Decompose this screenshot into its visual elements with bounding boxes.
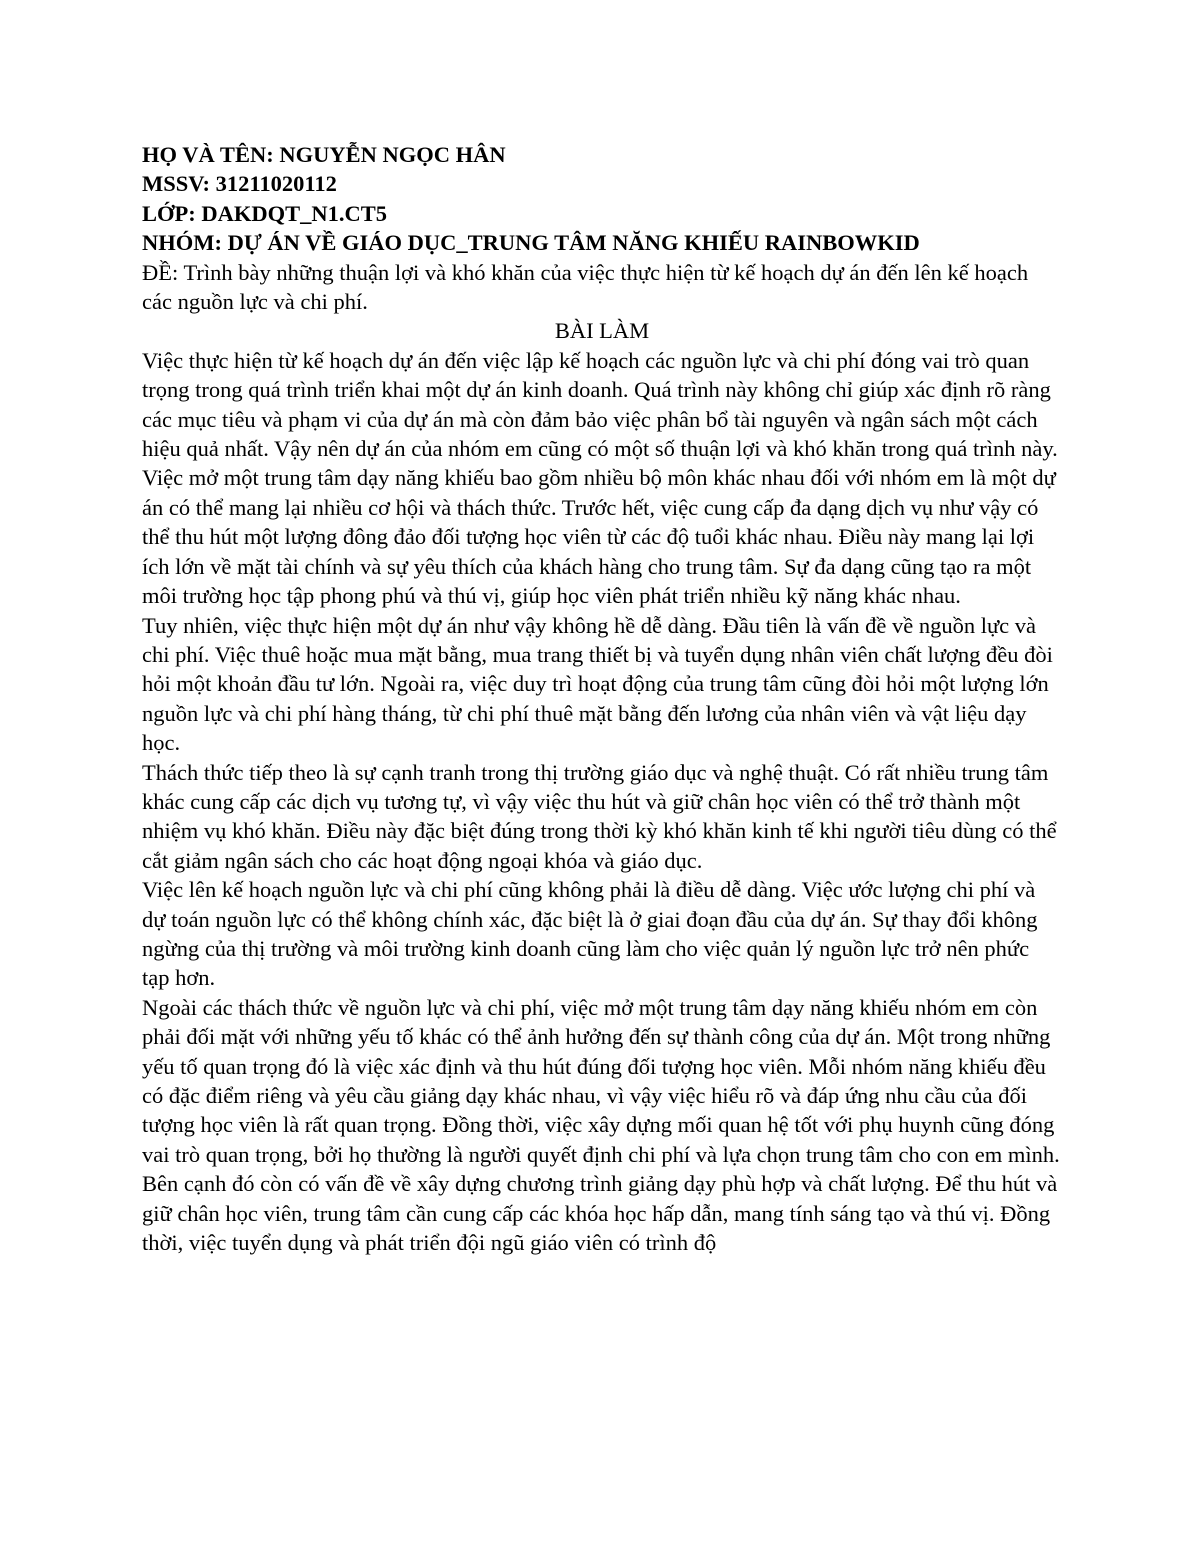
section-title: BÀI LÀM bbox=[554, 318, 650, 344]
body-paragraph-3: Tuy nhiên, việc thực hiện một dự án như vậy không hề dễ dàng. Đầu tiên là vấn đề về nguồn lực và chi phí. Việc thuê hoặc mua mặt bằng, mua trang thiết bị và tuyển dụng nhân viên chất lượng đều đòi hỏi một khoản đầu tư lớn. Ngoài ra, việc duy trì hoạt động của trung tâm cũng đòi hỏi một lượng lớn nguồn lực và chi phí hàng tháng, từ chi phí thuê mặt bằng đến lương của nhân viên và vật liệu dạy học. bbox=[142, 612, 1053, 756]
document-page bbox=[142, 140, 1062, 1257]
group-name: NHÓM: DỰ ÁN VỀ GIÁO DỤC_TRUNG TÂM NĂNG KHIẾU RAINBOWKID bbox=[142, 230, 920, 256]
body-paragraph-5: Việc lên kế hoạch nguồn lực và chi phí cũng không phải là điều dễ dàng. Việc ước lượng chi phí và dự toán nguồn lực có thể không chính xác, đặc biệt là ở giai đoạn đầu của dự án. Sự thay đổi không ngừng của thị trường và môi trường kinh doanh cũng làm cho việc quản lý nguồn lực trở nên phức tạp hơn. bbox=[142, 877, 1038, 991]
student-name: HỌ VÀ TÊN: NGUYỄN NGỌC HÂN bbox=[142, 142, 506, 167]
class-name: LỚP: DAKDQT_N1.CT5 bbox=[142, 200, 388, 226]
body-paragraph-4: Thách thức tiếp theo là sự cạnh tranh trong thị trường giáo dục và nghệ thuật. Có rất nhiều trung tâm khác cung cấp các dịch vụ tương tự, vì vậy việc thu hút và giữ chân học viên có thể trở thành một nhiệm vụ khó khăn. Điều này đặc biệt đúng trong thời kỳ khó khăn kinh tế khi người tiêu dùng có thể cắt giảm ngân sách cho các hoạt động ngoại khóa và giáo dục. bbox=[142, 759, 1057, 873]
assignment-topic: ĐỀ: Trình bày những thuận lợi và khó khăn của việc thực hiện từ kế hoạch dự án đến lên kế hoạch các nguồn lực và chi phí. bbox=[142, 259, 1029, 315]
body-paragraph-7: Bên cạnh đó còn có vấn đề về xây dựng chương trình giảng dạy phù hợp và chất lượng. Để thu hút và giữ chân học viên, trung tâm cần cung cấp các khóa học hấp dẫn, mang tính sáng tạo và thú vị. Đồng thời, việc tuyển dụng và phát triển đội ngũ giáo viên có trình độ bbox=[142, 1171, 1058, 1256]
body-paragraph-2: Việc mở một trung tâm dạy năng khiếu bao gồm nhiều bộ môn khác nhau đối với nhóm em là một dự án có thể mang lại nhiều cơ hội và thách thức. Trước hết, việc cung cấp đa dạng dịch vụ như vậy có thể thu hút một lượng đông đảo đối tượng học viên từ các độ tuổi khác nhau. Điều này mang lại lợi ích lớn về mặt tài chính và sự yêu thích của khách hàng cho trung tâm. Sự đa dạng cũng tạo ra một môi trường học tập phong phú và thú vị, giúp học viên phát triển nhiều kỹ năng khác nhau. bbox=[142, 465, 1056, 609]
body-paragraph-1: Việc thực hiện từ kế hoạch dự án đến việc lập kế hoạch các nguồn lực và chi phí đóng vai trò quan trọng trong quá trình triển khai một dự án kinh doanh. Quá trình này không chỉ giúp xác định rõ ràng các mục tiêu và phạm vi của dự án mà còn đảm bảo việc phân bổ tài nguyên và ngân sách một cách hiệu quả nhất. Vậy nên dự án của nhóm em cũng có một số thuận lợi và khó khăn trong quá trình này. bbox=[142, 347, 1058, 462]
student-id: MSSV: 31211020112 bbox=[142, 171, 337, 197]
body-paragraph-6: Ngoài các thách thức về nguồn lực và chi phí, việc mở một trung tâm dạy năng khiếu nhóm em còn phải đối mặt với những yếu tố khác có thể ảnh hưởng đến sự thành công của dự án. Một trong những yếu tố quan trọng đó là việc xác định và thu hút đúng đối tượng học viên. Mỗi nhóm năng khiếu đều có đặc điểm riêng và yêu cầu giảng dạy khác nhau, vì vậy việc hiểu rõ và đáp ứng nhu cầu của đối tượng học viên là rất quan trọng. Đồng thời, việc xây dựng mối quan hệ tốt với phụ huynh cũng đóng vai trò quan trọng, bởi họ thường là người quyết định chi phí và lựa chọn trung tâm cho con em mình. bbox=[142, 994, 1060, 1167]
